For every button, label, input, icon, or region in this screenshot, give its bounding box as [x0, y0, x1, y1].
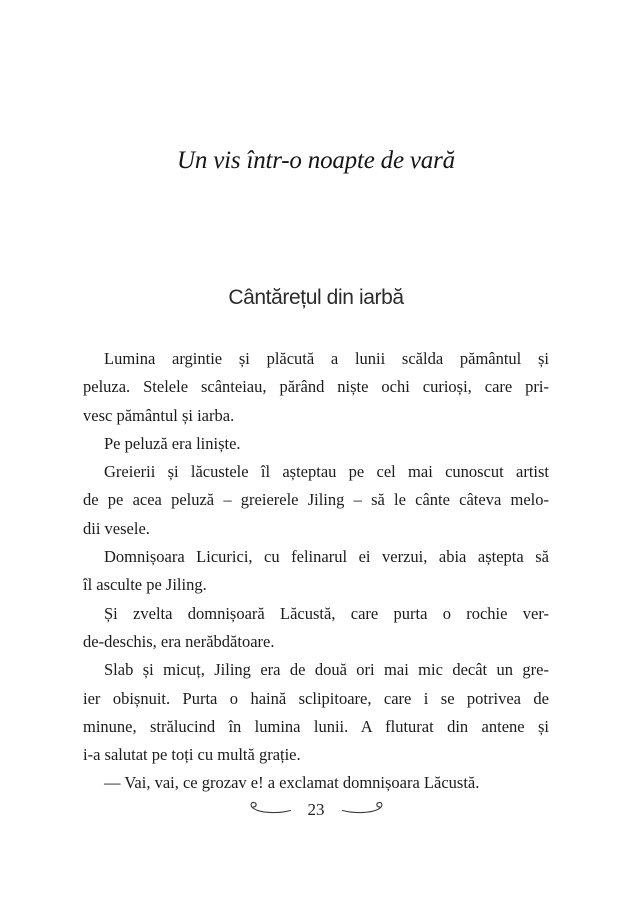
text-line: Lumina argintie și plăcută a lunii scălda pământul și — [104, 349, 549, 368]
text-line: de pe acea peluză – greierele Jiling – să le cânte câteva melo- — [83, 490, 549, 510]
paragraph — [83, 430, 549, 458]
text-line: Și zvelta domnișoară Lăcustă, care purta o rochie ver- — [104, 603, 549, 623]
text-line: Domnișoara Licurici, cu felinarul ei verzui, abia aștepta să — [104, 547, 549, 567]
page-number: 23 — [307, 800, 325, 819]
text-line: Slab și micuț, Jiling era de două ori mai mic decât un gre- — [104, 660, 549, 680]
text-line: vesc pământul și iarba. — [83, 405, 235, 425]
text-line: i-a salutat pe toți cu multă grație. — [83, 745, 301, 765]
text-line: Greierii și lăcustele îl așteptau pe cel mai cunoscut artist — [104, 462, 549, 482]
text-line: de-deschis, era nerăbdătoare. — [83, 631, 275, 651]
section-heading: Cântărețul din iarbă — [228, 286, 404, 309]
paragraph — [83, 345, 549, 430]
flourish-left-icon — [245, 800, 291, 814]
text-line: dii vesele. — [83, 518, 150, 538]
flourish-right-icon — [342, 800, 388, 814]
text-line: minune, strălucind în lumina lunii. A fluturat din antene și — [83, 716, 549, 736]
text-line: — Vai, vai, ce grozav e! a exclamat domnișoara Lăcustă. — [104, 773, 480, 793]
paragraph — [83, 543, 549, 600]
text-line: peluza. Stelele scânteiau, părând niște ochi curioși, care pri- — [83, 377, 549, 397]
paragraph — [83, 769, 549, 797]
text-line: Pe peluză era liniște. — [104, 433, 241, 453]
text-line: îl asculte pe Jiling. — [83, 575, 207, 595]
chapter-title: Un vis într-o noapte de vară — [177, 147, 455, 174]
paragraph — [83, 656, 549, 769]
paragraph — [83, 458, 549, 543]
page-footer — [0, 799, 632, 821]
paragraph — [83, 600, 549, 657]
text-line: ier obișnuit. Purta o haină sclipitoare, care i se potrivea de — [83, 688, 549, 708]
body-text — [83, 345, 549, 798]
